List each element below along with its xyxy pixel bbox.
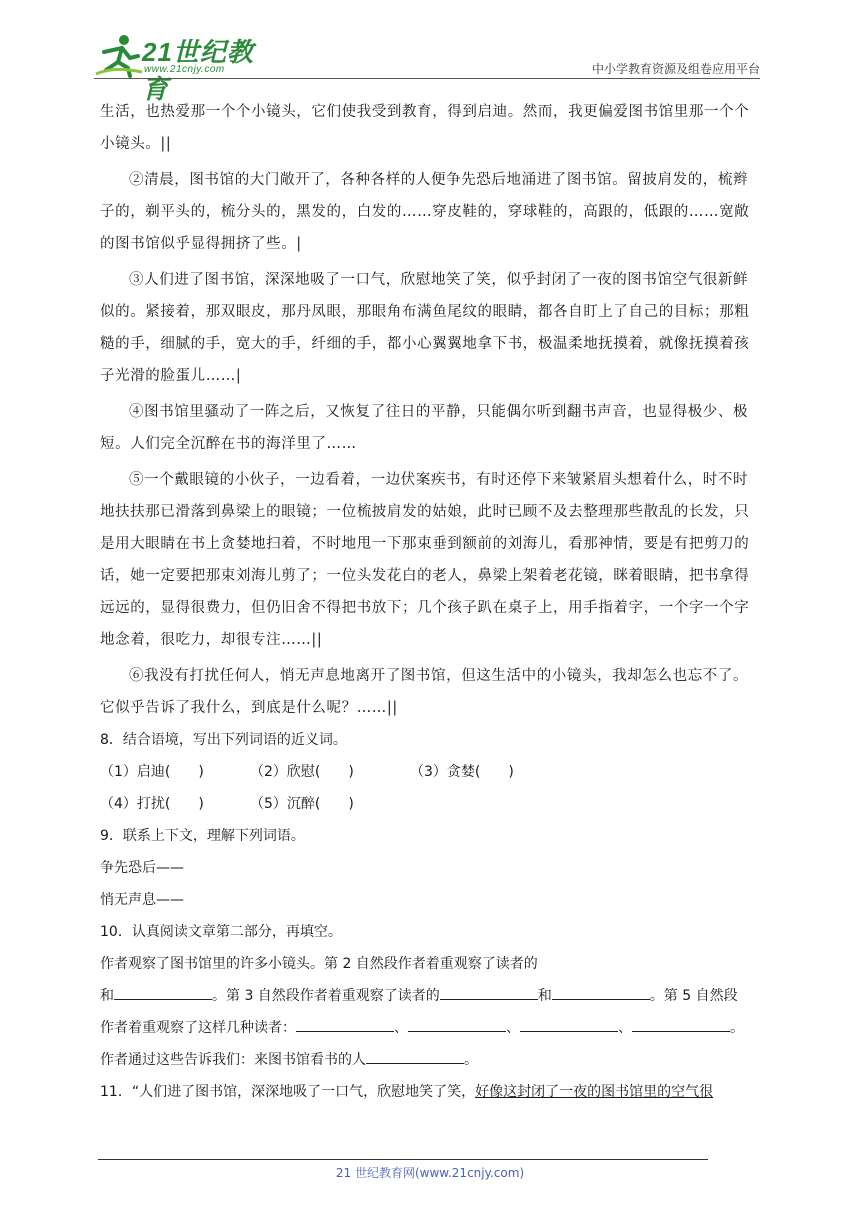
site-logo <box>94 32 274 104</box>
question-10-line-3 <box>100 1012 760 1044</box>
q10-text: 作者着重观察了这样几种读者： <box>100 1020 296 1036</box>
question-8-row-1 <box>100 756 760 788</box>
running-man-icon <box>94 32 144 78</box>
footer-link[interactable]: 21 世纪教育网(www.21cnjy.com) <box>335 1166 525 1180</box>
q10-text: 和 <box>537 988 552 1004</box>
q11-text: 11．“人们进了图书馆，深深地吸了一口气，欣慰地笑了笑， <box>100 1084 476 1100</box>
page-header <box>94 28 760 104</box>
question-9-line-2: 悄无声息—— <box>100 892 184 908</box>
q10-sep: 、 <box>394 1020 408 1036</box>
footer-divider <box>98 1159 708 1160</box>
passage-paragraph-3: ③人们进了图书馆，深深地吸了一口气，欣慰地笑了笑，似乎封闭了一夜的图书馆空气很新鲜似的。紧接着，那双眼皮，那丹凤眼，那眼角布满鱼尾纹的眼睛，都各自盯上了自己的目标；那粗糙的手，细腻的手，宽大的手，纤细的手，都小心翼翼地拿下书，极温柔地抚摸着，就像抚摸着孩子光滑的脸蛋儿……| <box>100 272 750 384</box>
passage-paragraph-1: 生活，也热爱那一个个小镜头，它们使我受到教育，得到启迪。然而，我更偏爱图书馆里那一个个小镜头。|| <box>100 104 750 152</box>
platform-name: 中小学教育资源及组卷应用平台 <box>591 62 760 76</box>
question-10-line-4 <box>100 1044 760 1076</box>
passage-paragraph-4: ④图书馆里骚动了一阵之后，又恢复了往日的平静，只能偶尔听到翻书声音，也显得极少、极短。人们完全沉醉在书的海洋里了…… <box>100 404 749 452</box>
answer-blank[interactable] <box>520 1017 618 1032</box>
q10-text: 。第 3 自然段作者着重观察了读者的 <box>212 988 440 1004</box>
q10-text: 。 <box>464 1052 478 1068</box>
question-9-title: 9．联系上下文，理解下列词语。 <box>100 828 305 844</box>
question-10-line-1: 作者观察了图书馆里的许多小镜头。第 2 自然段作者着重观察了读者的 <box>100 956 538 972</box>
q10-text: 作者通过这些告诉我们：来图书馆看书的人 <box>100 1052 366 1068</box>
answer-blank[interactable] <box>366 1049 464 1064</box>
page-content <box>100 96 760 1108</box>
q8-item-1: （1）启迪( ) <box>100 764 204 780</box>
question-9-line-1: 争先恐后—— <box>100 860 184 876</box>
header-divider <box>94 78 760 79</box>
q10-text: 。第 5 自然段 <box>649 988 738 1004</box>
q8-item-4: （4）打扰( ) <box>100 796 204 812</box>
q11-underlined-text: 好像这封闭了一夜的图书馆里的空气很 <box>475 1084 714 1100</box>
question-10-line-2 <box>100 980 760 1012</box>
answer-blank[interactable] <box>408 1017 506 1032</box>
logo-text: 21世纪教育 <box>142 37 254 104</box>
question-10-title: 10．认真阅读文章第二部分，再填空。 <box>100 924 342 940</box>
answer-blank[interactable] <box>114 985 212 1000</box>
q8-item-5: （5）沉醉( ) <box>250 796 354 812</box>
passage-paragraph-2: ②清晨，图书馆的大门敞开了，各种各样的人便争先恐后地涌进了图书馆。留披肩发的，梳辫子的，剃平头的，梳分头的，黑发的，白发的……穿皮鞋的，穿球鞋的，高跟的，低跟的……宽敞的图书馆似乎显得拥挤了些。| <box>100 172 750 252</box>
answer-blank[interactable] <box>552 985 650 1000</box>
passage-paragraph-6: ⑥我没有打扰任何人，悄无声息地离开了图书馆，但这生活中的小镜头，我却怎么也忘不了。它似乎告诉了我什么，到底是什么呢？……|| <box>100 668 749 716</box>
q10-text: 和 <box>100 988 114 1004</box>
question-8-row-2 <box>100 788 760 820</box>
q8-item-2: （2）欣慰( ) <box>250 764 354 780</box>
q10-end: 。 <box>730 1020 744 1036</box>
answer-blank[interactable] <box>632 1017 730 1032</box>
questions <box>100 724 760 1108</box>
question-11 <box>100 1076 760 1108</box>
q10-sep: 、 <box>506 1020 520 1036</box>
reading-passage <box>100 96 760 724</box>
q8-item-3: （3）贪婪( ) <box>410 764 514 780</box>
passage-paragraph-5: ⑤一个戴眼镜的小伙子，一边看着，一边伏案疾书，有时还停下来皱紧眉头想着什么，时不时地扶扶那已滑落到鼻梁上的眼镜；一位梳披肩发的姑娘，此时已顾不及去整理那些散乱的长发，只是用大眼睛在书上贪婪地扫着，不时地甩一下那束垂到额前的刘海儿，看那神情，要是有把剪刀的话，她一定要把那束刘海儿剪了；一位头发花白的老人，鼻梁上架着老花镜，眯着眼睛，把书拿得远远的，显得很费力，但仍旧舍不得把书放下；几个孩子趴在桌子上，用手指着字，一个字一个字地念着，很吃力，却很专注……|| <box>100 472 750 648</box>
answer-blank[interactable] <box>296 1017 394 1032</box>
answer-blank[interactable] <box>440 985 538 1000</box>
question-8-title: 8．结合语境，写出下列词语的近义词。 <box>100 732 347 748</box>
q10-sep: 、 <box>618 1020 632 1036</box>
logo-url: www.21cnjy.com <box>144 64 225 75</box>
